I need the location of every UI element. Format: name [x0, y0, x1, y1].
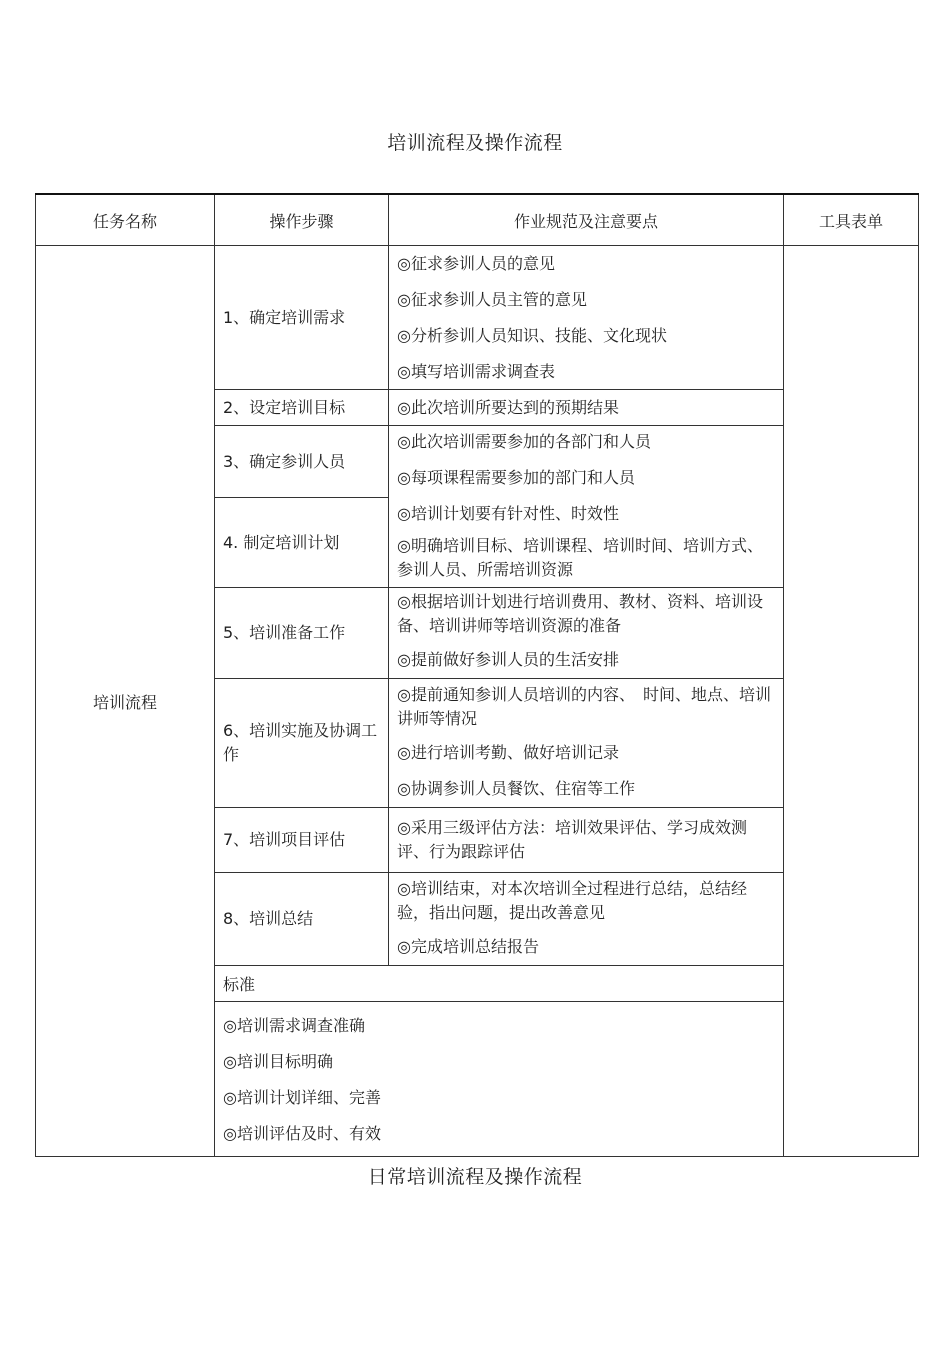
table-row: [36, 246, 919, 390]
spec-item: ◎采用三级评估方法：培训效果评估、学习成效测评、行为跟踪评估: [397, 818, 747, 861]
page-title: 培训流程及操作流程: [387, 132, 563, 154]
spec-item: ◎此次培训需要参加的各部门和人员: [397, 432, 651, 451]
spec-cell-5: [389, 588, 784, 679]
header-specs: 作业规范及注意要点: [389, 194, 784, 246]
standard-label: 标准: [215, 966, 784, 1002]
step-2: 2、设定培训目标: [215, 390, 389, 426]
standards-cell: [215, 1002, 784, 1157]
spec-item: ◎根据培训计划进行培训费用、教材、资料、培训设备、培训讲师等培训资源的准备: [397, 592, 763, 635]
standard-item: ◎培训计划详细、完善: [223, 1088, 381, 1107]
step-4: 4. 制定培训计划: [215, 498, 389, 588]
section-title: 日常培训流程及操作流程: [367, 1166, 583, 1188]
spec-item: ◎征求参训人员主管的意见: [397, 290, 587, 309]
spec-cell-1: [389, 246, 784, 390]
table-header-row: [36, 194, 919, 246]
header-tools: 工具表单: [784, 194, 919, 246]
task-name-cell: 培训流程: [36, 246, 215, 1157]
spec-item: ◎提前做好参训人员的生活安排: [397, 650, 619, 669]
spec-cell-3-4: [389, 426, 784, 588]
spec-cell-8: [389, 873, 784, 966]
spec-item: ◎明确培训目标、培训课程、培训时间、培训方式、参训人员、所需培训资源: [397, 536, 763, 579]
spec-item: ◎培训计划要有针对性、时效性: [397, 504, 619, 523]
spec-item: ◎协调参训人员餐饮、住宿等工作: [397, 779, 635, 798]
spec-item: ◎进行培训考勤、做好培训记录: [397, 743, 619, 762]
step-6: 6、培训实施及协调工作: [215, 679, 389, 808]
spec-item: ◎征求参训人员的意见: [397, 254, 555, 273]
step-5: 5、培训准备工作: [215, 588, 389, 679]
step-3: 3、确定参训人员: [215, 426, 389, 498]
spec-item: ◎此次培训所要达到的预期结果: [397, 397, 619, 417]
spec-item: ◎每项课程需要参加的部门和人员: [397, 468, 635, 487]
spec-cell-2: [389, 390, 784, 426]
step-8: 8、培训总结: [215, 873, 389, 966]
spec-item: ◎填写培训需求调查表: [397, 362, 555, 381]
spec-item: ◎分析参训人员知识、技能、文化现状: [397, 326, 667, 345]
step-7: 7、培训项目评估: [215, 808, 389, 873]
standard-item: ◎培训评估及时、有效: [223, 1124, 381, 1143]
header-steps: 操作步骤: [215, 194, 389, 246]
spec-item: ◎完成培训总结报告: [397, 937, 539, 956]
header-task-name: 任务名称: [36, 194, 215, 246]
standard-item: ◎培训需求调查准确: [223, 1016, 365, 1035]
spec-item: ◎提前通知参训人员培训的内容、 时间、地点、培训讲师等情况: [397, 685, 771, 728]
spec-cell-6: [389, 679, 784, 808]
spec-cell-7: [389, 808, 784, 873]
spec-item: ◎培训结束，对本次培训全过程进行总结，总结经验，指出问题，提出改善意见: [397, 879, 747, 922]
tools-cell: [784, 246, 919, 1157]
standard-item: ◎培训目标明确: [223, 1052, 333, 1071]
step-1: 1、确定培训需求: [215, 246, 389, 390]
process-table: [35, 193, 919, 1157]
